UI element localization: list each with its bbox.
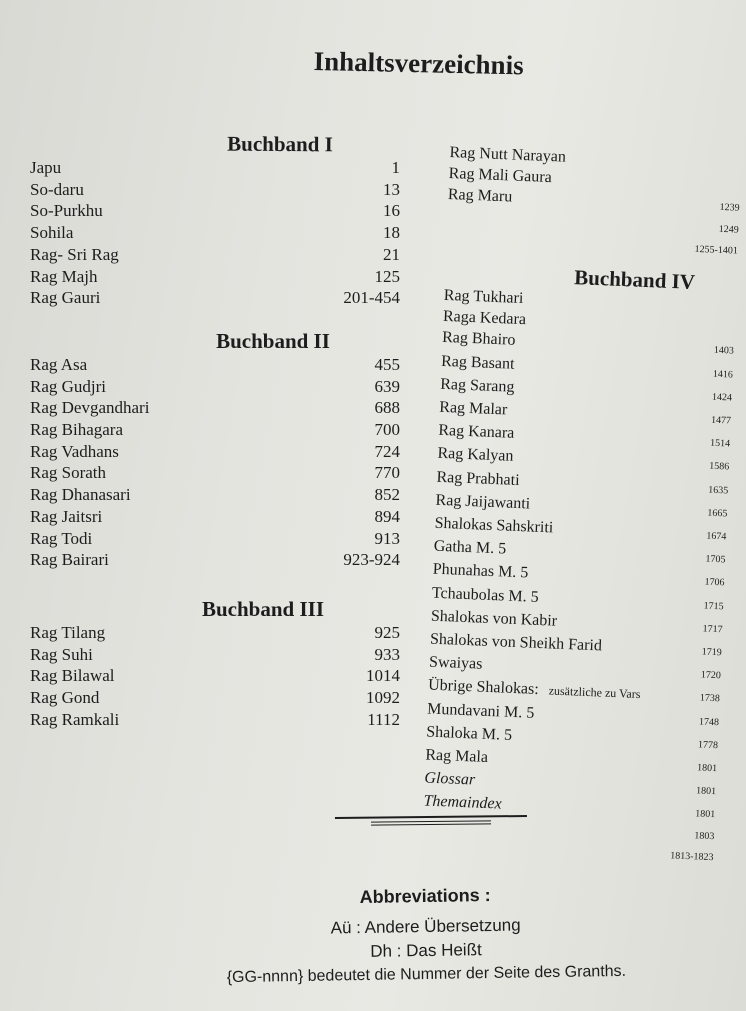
toc-right-column xyxy=(421,142,741,868)
entry-title: Rag Jaitsri xyxy=(30,506,103,526)
entry-page-number: 1717 xyxy=(702,623,723,636)
toc-entry xyxy=(30,462,400,484)
entry-title: Rag Kalyan xyxy=(437,445,514,466)
entry-page-number: 1112 xyxy=(367,709,400,729)
volume-1-list xyxy=(30,157,400,309)
entry-title: Rag Gauri xyxy=(30,288,101,308)
toc-entry xyxy=(30,266,400,288)
entry-page-number: 1635 xyxy=(708,484,729,497)
entry-title: Tchaubolas M. 5 xyxy=(431,584,540,606)
entry-page-number: 894 xyxy=(374,506,400,526)
entry-page-number: 1803 xyxy=(694,830,715,842)
entry-title: Rag Nutt Narayan xyxy=(449,143,567,166)
toc-entry xyxy=(30,157,400,179)
entry-page-number: 1778 xyxy=(697,739,719,752)
toc-entry xyxy=(30,222,400,244)
entry-page-number: 1801 xyxy=(695,785,717,798)
toc-entry xyxy=(30,687,400,709)
entry-title: Rag Sorath xyxy=(30,463,107,483)
entry-title: Rag Prabhati xyxy=(436,468,520,489)
toc-left-column xyxy=(30,132,400,730)
toc-entry xyxy=(30,287,400,309)
entry-title: Rag Majh xyxy=(30,266,98,286)
entry-title: Rag Ramkali xyxy=(30,709,120,729)
abbreviation-line: {GG-nnnn} bedeutet die Nummer der Seite des Granths. xyxy=(226,962,627,987)
entry-title: Rag Tukhari xyxy=(443,286,524,308)
entry-title: Rag Bairari xyxy=(30,550,109,570)
entry-page-number: 1738 xyxy=(699,692,721,705)
entry-title: Rag Gond xyxy=(30,688,100,708)
entry-page-number: 1424 xyxy=(711,391,733,404)
entry-title: Raga Kedara xyxy=(442,308,527,329)
entry-title: Rag Todi xyxy=(30,528,93,548)
toc-entry xyxy=(30,179,400,201)
entry-page-number: 1477 xyxy=(710,414,732,427)
toc-entry xyxy=(30,397,400,419)
abbreviations-heading: Abbreviations : xyxy=(359,884,491,908)
divider-line xyxy=(335,815,527,819)
entry-page-number: 1 xyxy=(391,158,400,177)
entry-title: Rag Suhi xyxy=(30,644,93,664)
entry-title: Rag Asa xyxy=(30,354,88,374)
entry-title: Shaloka M. 5 xyxy=(425,723,513,744)
entry-page-number: 925 xyxy=(374,622,400,642)
entry-page-number: 1715 xyxy=(703,600,724,613)
toc-entry xyxy=(30,244,400,266)
entry-title: Gatha M. 5 xyxy=(433,537,507,558)
entry-title: Rag Dhanasari xyxy=(30,485,131,505)
entry-title: Themaindex xyxy=(423,792,502,814)
entry-page-number: 1514 xyxy=(709,437,731,450)
toc-entry xyxy=(30,506,400,528)
abbreviation-line: Aü : Andere Übersetzung xyxy=(330,915,521,938)
entry-page-number: 21 xyxy=(383,244,400,264)
entry-title: Rag Sarang xyxy=(439,375,515,396)
entry-title: Rag- Sri Rag xyxy=(30,244,119,264)
volume-heading-1: Buchband I xyxy=(227,131,333,157)
volume-4-list xyxy=(421,285,736,868)
entry-title: Rag Maru xyxy=(447,186,513,206)
entry-page-number: 688 xyxy=(374,398,400,418)
entry-title: Sohila xyxy=(30,223,74,243)
page-title: Inhaltsverzeichnis xyxy=(313,46,524,81)
entry-title: So-daru xyxy=(30,179,84,199)
entry-page-number: 455 xyxy=(374,354,400,374)
entry-page-number: 1801 xyxy=(696,762,718,775)
entry-page-number: 1255-1401 xyxy=(694,243,739,257)
entry-page-number: 1813-1823 xyxy=(669,850,714,864)
entry-page-number: 1014 xyxy=(366,666,400,686)
toc-entry xyxy=(30,644,400,666)
entry-page-number: 16 xyxy=(383,201,400,221)
entry-title: Rag Malar xyxy=(439,398,508,419)
entry-page-number: 913 xyxy=(374,528,400,548)
entry-page-number: 1674 xyxy=(706,530,727,543)
entry-page-number: 13 xyxy=(383,179,400,199)
entry-page-number: 1586 xyxy=(708,461,730,473)
entry-page-number: 1092 xyxy=(366,688,400,708)
entry-page-number: 1801 xyxy=(694,808,716,821)
entry-title: So-Purkhu xyxy=(30,201,103,221)
abbreviation-line: Dh : Das Heißt xyxy=(370,940,482,961)
entry-page-number: 18 xyxy=(383,223,400,243)
entry-title: Shalokas von Sheikh Farid xyxy=(429,630,603,655)
volume-heading-3: Buchband III xyxy=(202,596,324,621)
entry-title: Rag Gudjri xyxy=(30,376,107,396)
volume-heading-4: Buchband IV xyxy=(573,265,696,294)
entry-title: Rag Bilawal xyxy=(30,666,115,686)
entry-page-number: 852 xyxy=(374,485,400,505)
entry-page-number: 1720 xyxy=(700,669,722,682)
entry-title: Übrige Shalokas: xyxy=(427,677,540,699)
volume-heading-2: Buchband II xyxy=(216,328,330,353)
entry-title: Mundavani M. 5 xyxy=(426,700,535,722)
entry-title: Rag Devgandhari xyxy=(30,398,150,418)
toc-entry xyxy=(30,484,400,506)
entry-page-number: 201-454 xyxy=(343,288,400,308)
toc-entry xyxy=(30,622,400,644)
entry-subtitle: zusätzliche zu Vars xyxy=(548,683,641,702)
toc-entry xyxy=(30,354,400,376)
entry-page-number: 933 xyxy=(374,644,400,664)
entry-page-number: 1705 xyxy=(705,553,726,566)
entry-title: Rag Basant xyxy=(440,352,515,373)
entry-title: Shalokas von Kabir xyxy=(430,607,558,630)
entry-title: Rag Mala xyxy=(425,746,489,767)
entry-page-number: 1403 xyxy=(713,345,735,357)
entry-title: Rag Vadhans xyxy=(30,441,119,461)
toc-entry xyxy=(30,528,400,550)
entry-page-number: 1706 xyxy=(704,577,725,589)
entry-title: Rag Mali Gaura xyxy=(448,165,553,187)
entry-page-number: 125 xyxy=(374,266,400,286)
entry-title: Phunahas M. 5 xyxy=(432,561,529,582)
volume-3-continued-list xyxy=(446,142,742,262)
toc-entry xyxy=(30,549,400,571)
entry-title: Rag Bhairo xyxy=(441,329,516,350)
entry-title: Glossar xyxy=(424,769,476,789)
toc-entry xyxy=(30,376,400,398)
toc-entry xyxy=(30,419,400,441)
entry-page-number: 1249 xyxy=(718,223,739,236)
entry-title: Shalokas Sahskriti xyxy=(434,514,554,537)
entry-title: Rag Tilang xyxy=(30,622,106,642)
toc-entry xyxy=(30,665,400,687)
toc-entry xyxy=(30,441,400,463)
toc-entry xyxy=(30,200,400,222)
divider-line xyxy=(371,820,491,822)
volume-3-list xyxy=(30,622,400,731)
entry-page-number: 1665 xyxy=(707,507,728,520)
divider-line xyxy=(371,823,491,825)
entry-page-number: 1748 xyxy=(698,716,720,728)
toc-entry xyxy=(30,709,400,731)
entry-title: Rag Kanara xyxy=(438,422,515,443)
volume-2-list xyxy=(30,354,400,571)
entry-page-number: 1719 xyxy=(701,646,722,659)
entry-title: Japu xyxy=(30,158,62,177)
abbreviations-block xyxy=(160,882,692,991)
section-divider xyxy=(335,815,527,827)
entry-page-number: 724 xyxy=(374,441,400,461)
entry-title: Rag Bihagara xyxy=(30,420,123,440)
entry-page-number: 639 xyxy=(374,376,400,396)
entry-title: Swaiyas xyxy=(428,653,483,673)
entry-page-number: 1239 xyxy=(719,202,740,215)
entry-page-number: 1416 xyxy=(712,368,734,381)
entry-page-number: 770 xyxy=(374,463,400,483)
entry-title: Rag Jaijawanti xyxy=(435,491,531,513)
entry-page-number: 923-924 xyxy=(343,550,400,570)
entry-page-number: 700 xyxy=(374,420,400,440)
